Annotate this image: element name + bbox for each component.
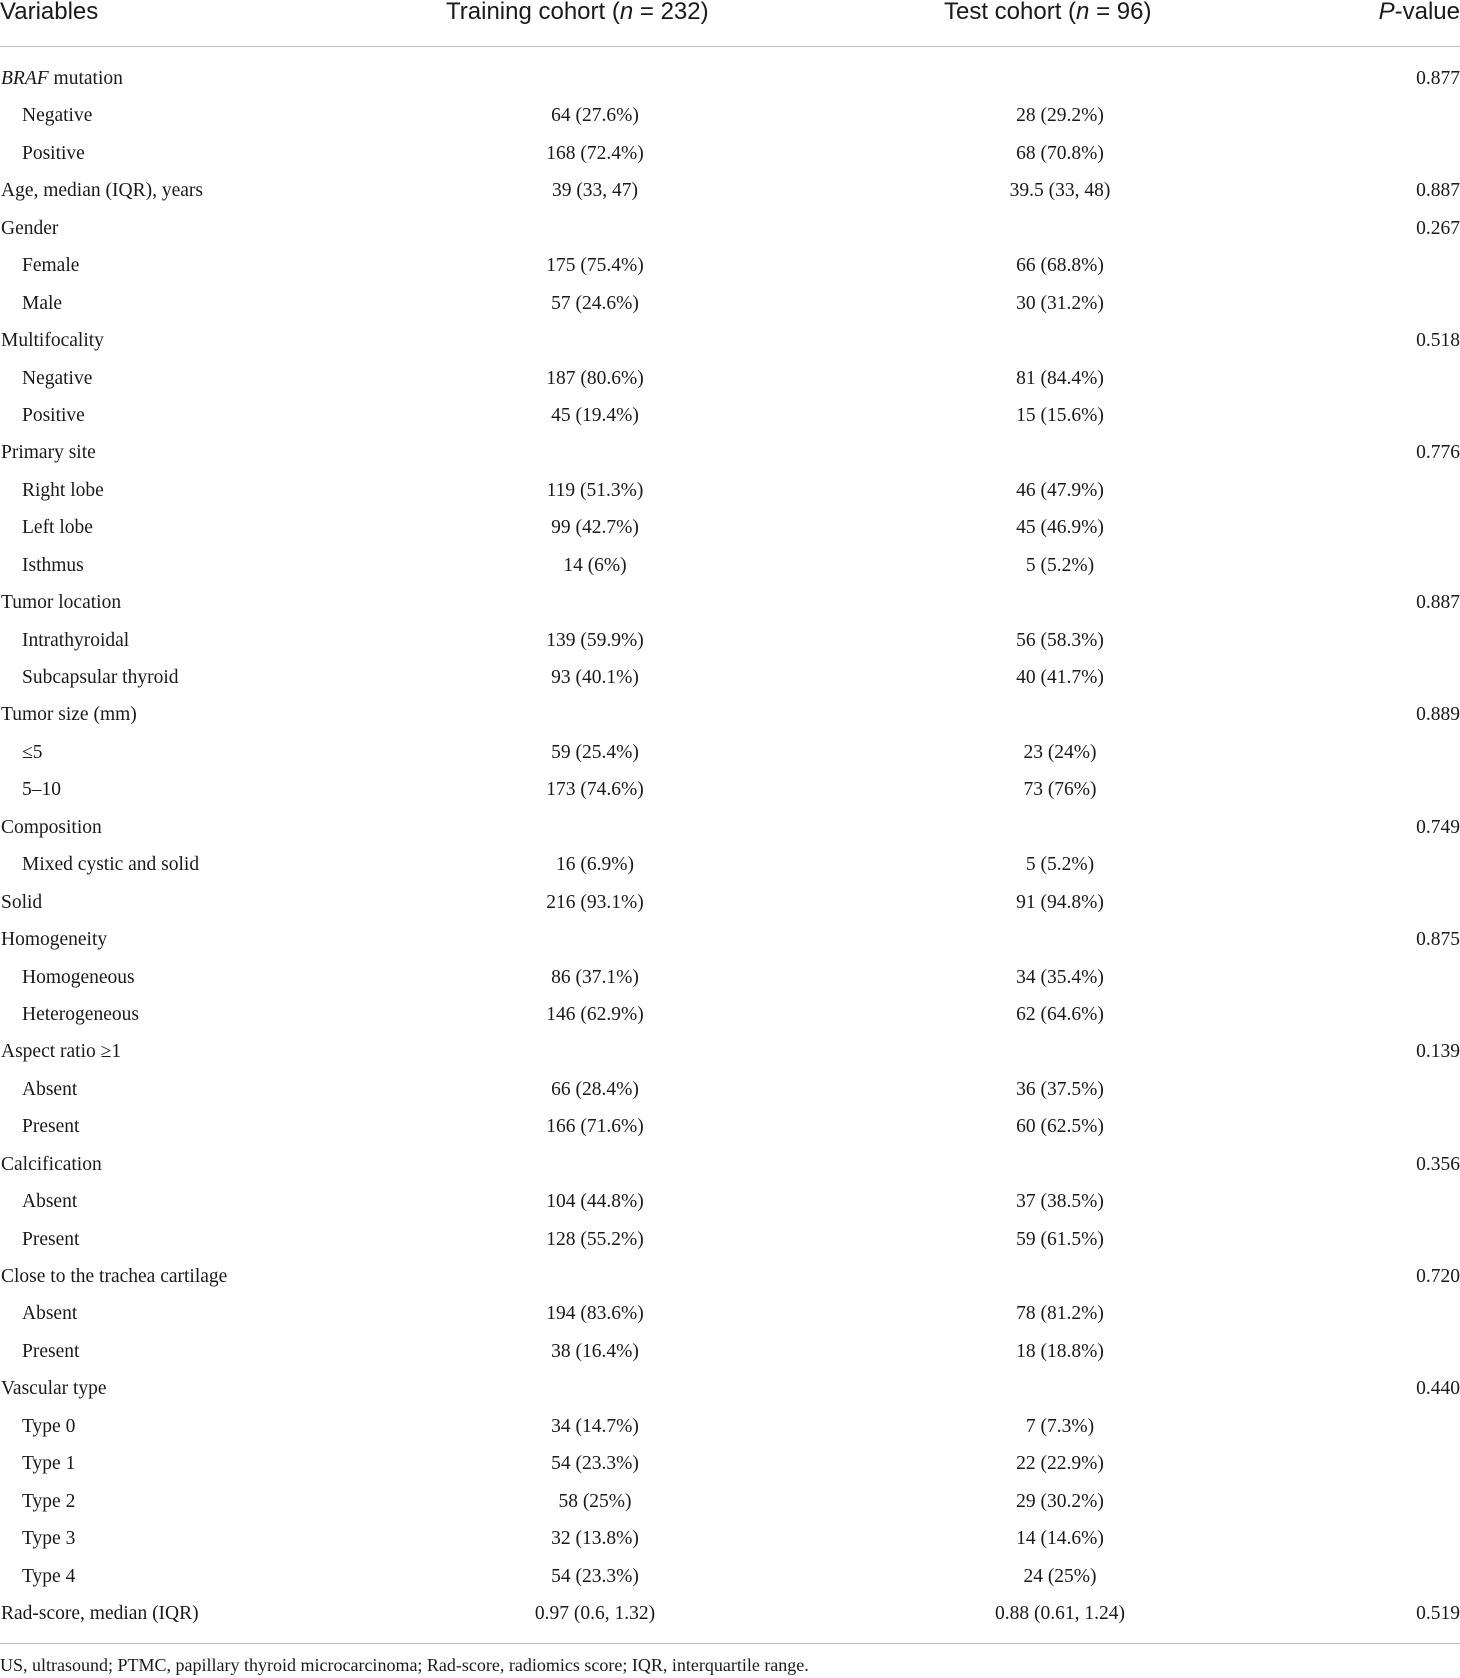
p-value: 0.776 <box>1416 442 1460 464</box>
table-row <box>0 472 1460 509</box>
table-row <box>0 247 1460 284</box>
test-value <box>910 1258 1210 1295</box>
test-value: 59 (61.5%) <box>1016 1228 1104 1250</box>
table-row <box>0 360 1460 397</box>
training-value: 119 (51.3%) <box>546 479 644 501</box>
training-value: 34 (14.7%) <box>551 1415 639 1437</box>
training-value: 173 (74.6%) <box>546 779 644 801</box>
test-value: 22 (22.9%) <box>1016 1453 1104 1475</box>
test-value <box>910 696 1210 733</box>
test-value: 81 (84.4%) <box>1016 367 1104 389</box>
test-value: 28 (29.2%) <box>1016 105 1104 127</box>
row-label: Subcapsular thyroid <box>22 667 179 688</box>
training-value: 166 (71.6%) <box>546 1116 644 1138</box>
row-label: Heterogeneous <box>22 1003 139 1025</box>
row-label: Gender <box>1 217 59 239</box>
training-value <box>445 809 745 846</box>
row-label: Type 4 <box>22 1565 76 1587</box>
row-label: Solid <box>1 891 43 913</box>
row-label: Homogeneous <box>22 966 135 988</box>
row-label: Homogeneity <box>1 929 108 951</box>
test-value <box>910 1146 1210 1183</box>
test-value <box>910 210 1210 247</box>
row-label: ≤5 <box>22 741 43 763</box>
row-label: 5–10 <box>22 779 61 801</box>
training-value: 32 (13.8%) <box>551 1528 639 1550</box>
row-label: Tumor location <box>1 592 122 614</box>
training-value <box>445 1146 745 1183</box>
test-value: 18 (18.8%) <box>1016 1340 1104 1362</box>
row-label: Absent <box>22 1078 78 1100</box>
p-value: 0.749 <box>1416 816 1460 838</box>
row-label: Multifocality <box>1 330 104 352</box>
row-label: Aspect ratio ≥1 <box>1 1041 122 1063</box>
test-value <box>910 809 1210 846</box>
test-value: 5 (5.2%) <box>1025 854 1095 876</box>
training-value: 58 (25%) <box>558 1490 632 1512</box>
row-label: Composition <box>1 816 102 838</box>
row-label: Close to the trachea cartilage <box>1 1266 228 1287</box>
header-variables: Variables <box>0 0 99 25</box>
row-label: Present <box>22 1340 80 1362</box>
training-value <box>445 210 745 247</box>
table-row <box>0 696 1460 733</box>
test-value: 66 (68.8%) <box>1016 255 1104 277</box>
table-bottom-rule <box>0 1643 1460 1644</box>
row-label: Type 3 <box>22 1528 76 1550</box>
table-row <box>0 1520 1460 1557</box>
row-label: Positive <box>22 142 85 164</box>
test-value <box>910 322 1210 359</box>
training-value: 86 (37.1%) <box>551 966 639 988</box>
test-value <box>910 1370 1210 1407</box>
table-row <box>0 1258 1460 1295</box>
table-row <box>0 434 1460 471</box>
row-label: Absent <box>22 1303 78 1325</box>
row-label: Positive <box>22 404 85 426</box>
training-value: 64 (27.6%) <box>551 105 639 127</box>
table-row <box>0 884 1460 921</box>
row-label: Present <box>22 1116 80 1138</box>
test-value: 5 (5.2%) <box>1025 554 1095 576</box>
table-row <box>0 1033 1460 1070</box>
row-label: Tumor size (mm) <box>1 704 137 726</box>
test-value: 40 (41.7%) <box>1016 667 1104 688</box>
row-label: Negative <box>22 367 93 389</box>
table-row <box>0 285 1460 322</box>
row-label: Mixed cystic and solid <box>22 854 200 876</box>
test-value: 56 (58.3%) <box>1016 629 1104 651</box>
row-label: Isthmus <box>22 554 84 576</box>
row-label: Intrathyroidal <box>22 629 130 651</box>
row-label: Right lobe <box>22 479 104 501</box>
row-label: Type 2 <box>22 1490 76 1512</box>
table-row <box>0 322 1460 359</box>
p-value: 0.518 <box>1416 330 1460 352</box>
row-label: Male <box>22 292 63 314</box>
row-label: Rad-score, median (IQR) <box>1 1602 199 1624</box>
p-value: 0.356 <box>1416 1153 1460 1175</box>
training-value: 187 (80.6%) <box>546 367 644 389</box>
test-value: 36 (37.5%) <box>1016 1078 1104 1100</box>
training-value: 168 (72.4%) <box>546 142 644 164</box>
p-value: 0.887 <box>1416 180 1460 202</box>
table-row <box>0 509 1460 546</box>
test-value <box>910 434 1210 471</box>
test-value: 62 (64.6%) <box>1016 1003 1104 1025</box>
table-row <box>0 97 1460 134</box>
table-row <box>0 1370 1460 1407</box>
table-row <box>0 1558 1460 1595</box>
row-label: Female <box>22 255 80 277</box>
training-value: 59 (25.4%) <box>551 741 639 763</box>
training-value <box>445 584 745 621</box>
table-row <box>0 1183 1460 1220</box>
table-body <box>0 60 1460 1632</box>
row-label: BRAF mutation <box>1 68 123 89</box>
table-row <box>0 210 1460 247</box>
table-row <box>0 1445 1460 1482</box>
p-value: 0.139 <box>1416 1041 1460 1063</box>
test-value: 39.5 (33, 48) <box>1009 180 1111 202</box>
header-p-value: P-value <box>1378 0 1460 25</box>
p-value: 0.267 <box>1416 217 1460 239</box>
table-row <box>0 135 1460 172</box>
row-label: Vascular type <box>1 1378 107 1400</box>
test-value: 46 (47.9%) <box>1016 479 1104 501</box>
training-value <box>445 1033 745 1070</box>
training-value <box>445 1258 745 1295</box>
p-value: 0.877 <box>1416 68 1460 89</box>
training-value: 216 (93.1%) <box>546 891 644 913</box>
p-value: 0.519 <box>1416 1602 1460 1624</box>
test-value: 15 (15.6%) <box>1016 404 1104 426</box>
test-value <box>910 1033 1210 1070</box>
training-value: 39 (33, 47) <box>551 180 639 202</box>
table-row <box>0 1221 1460 1258</box>
training-value: 16 (6.9%) <box>556 854 634 876</box>
test-value: 60 (62.5%) <box>1016 1116 1104 1138</box>
table-row <box>0 622 1460 659</box>
test-value: 23 (24%) <box>1023 741 1097 763</box>
test-value: 29 (30.2%) <box>1016 1490 1104 1512</box>
row-label: Type 0 <box>22 1415 76 1437</box>
table-row <box>0 921 1460 958</box>
header-training-cohort: Training cohort (n = 232) <box>446 0 709 25</box>
test-value: 37 (38.5%) <box>1016 1191 1104 1213</box>
p-value: 0.720 <box>1416 1266 1460 1287</box>
table-row <box>0 846 1460 883</box>
training-value: 99 (42.7%) <box>551 517 639 539</box>
header-test-cohort: Test cohort (n = 96) <box>944 0 1152 25</box>
table-row <box>0 734 1460 771</box>
row-label: Age, median (IQR), years <box>1 180 203 202</box>
training-value: 194 (83.6%) <box>546 1303 644 1325</box>
training-value: 175 (75.4%) <box>546 255 644 277</box>
table-row <box>0 60 1460 97</box>
training-value: 45 (19.4%) <box>551 404 639 426</box>
table-row <box>0 1483 1460 1520</box>
test-value: 91 (94.8%) <box>1016 891 1104 913</box>
p-value: 0.889 <box>1416 704 1460 726</box>
table-row <box>0 1333 1460 1370</box>
table-row <box>0 547 1460 584</box>
test-value: 14 (14.6%) <box>1016 1528 1104 1550</box>
training-value: 0.97 (0.6, 1.32) <box>534 1602 656 1624</box>
test-value: 7 (7.3%) <box>1025 1415 1095 1437</box>
row-label: Type 1 <box>22 1453 76 1475</box>
training-value: 54 (23.3%) <box>551 1453 639 1475</box>
training-value <box>445 434 745 471</box>
row-label: Absent <box>22 1191 78 1213</box>
row-label: Primary site <box>1 442 96 464</box>
table-row <box>0 1146 1460 1183</box>
row-label: Negative <box>22 105 93 127</box>
training-value: 14 (6%) <box>563 554 627 576</box>
training-value: 57 (24.6%) <box>551 292 639 314</box>
p-value: 0.887 <box>1416 592 1460 614</box>
training-value <box>445 696 745 733</box>
table-row <box>0 584 1460 621</box>
table-row <box>0 1071 1460 1108</box>
table-row <box>0 959 1460 996</box>
table-row <box>0 809 1460 846</box>
training-value: 66 (28.4%) <box>551 1078 639 1100</box>
training-value: 93 (40.1%) <box>551 667 639 688</box>
p-value: 0.875 <box>1416 929 1460 951</box>
table-row <box>0 1295 1460 1332</box>
table-row <box>0 1108 1460 1145</box>
row-label: Left lobe <box>22 517 93 539</box>
table-row <box>0 172 1460 209</box>
test-value: 45 (46.9%) <box>1016 517 1104 539</box>
training-value: 146 (62.9%) <box>546 1003 644 1025</box>
row-label: Present <box>22 1228 80 1250</box>
table-row <box>0 1595 1460 1632</box>
table-footnote: US, ultrasound; PTMC, papillary thyroid microcarcinoma; Rad-score, radiomics score; IQR, interquartile range. <box>0 1655 809 1675</box>
training-value: 139 (59.9%) <box>546 629 644 651</box>
test-value: 0.88 (0.61, 1.24) <box>995 1602 1125 1624</box>
test-value <box>910 921 1210 958</box>
table-row <box>0 771 1460 808</box>
training-value: 38 (16.4%) <box>551 1340 639 1362</box>
training-value: 104 (44.8%) <box>546 1191 644 1213</box>
test-value: 73 (76%) <box>1023 779 1097 801</box>
training-value <box>445 921 745 958</box>
training-value <box>445 1370 745 1407</box>
table-row <box>0 659 1460 696</box>
table-row <box>0 397 1460 434</box>
table-header <box>0 0 1460 47</box>
training-value <box>445 322 745 359</box>
row-label: Calcification <box>1 1153 102 1175</box>
table-row <box>0 1408 1460 1445</box>
test-value <box>910 60 1210 97</box>
training-value: 54 (23.3%) <box>551 1565 639 1587</box>
test-value <box>910 584 1210 621</box>
table-row <box>0 996 1460 1033</box>
test-value: 30 (31.2%) <box>1016 292 1104 314</box>
p-value: 0.440 <box>1416 1378 1460 1400</box>
test-value: 68 (70.8%) <box>1016 142 1104 164</box>
training-value: 128 (55.2%) <box>546 1228 644 1250</box>
training-value <box>445 60 745 97</box>
test-value: 24 (25%) <box>1023 1565 1097 1587</box>
test-value: 34 (35.4%) <box>1016 966 1104 988</box>
test-value: 78 (81.2%) <box>1016 1303 1104 1325</box>
